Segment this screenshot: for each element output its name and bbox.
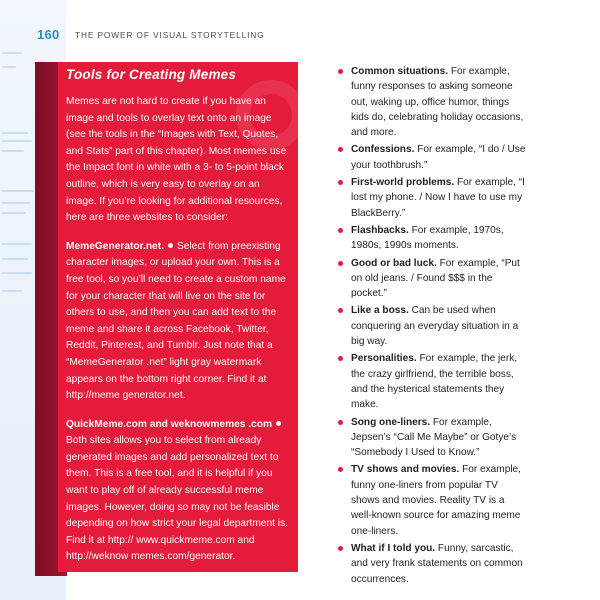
list-item-text: For example, “I do / Use your toothbrush.” — [351, 144, 526, 171]
list-item-text: For example, “I lost my phone. / Now I have to use my BlackBerry.” — [351, 177, 525, 219]
bullet-dot — [338, 546, 343, 551]
margin-ghost-line — [2, 190, 34, 192]
list-item-text: Can be used when conquering an everyday situation in a big way. — [351, 305, 519, 348]
bullet-dot — [338, 147, 343, 152]
list-item — [338, 175, 528, 221]
sidebar-entry-term: QuickMeme.com and weknowmemes .com — [66, 418, 273, 430]
list-item-lead: Confessions. — [351, 144, 415, 156]
list-item-text: For example, 1970s, 1980s, 1990s moments. — [351, 224, 504, 252]
list-item — [338, 142, 528, 173]
bullet-dot — [338, 261, 343, 266]
margin-ghost-line — [2, 243, 32, 245]
list-item-lead: First-world problems. — [351, 177, 455, 189]
bullet-dot — [338, 467, 343, 472]
sidebar-entry-text: Select from preexisting character images, or upload your own. This is a free tool, so you’ll need to create a custom name for your character that will live on the site for others to use, and then you can add text to the meme and share it across Facebook, Twitter, Reddit, Pinterest, and Tumblr. Just note that a “MemeGenerator .net” light gray watermark appears on the bottom right corner. Find it at http://meme generator.net. — [66, 240, 286, 402]
bullet-dot — [276, 421, 281, 426]
list-item-text: For example, funny one-liners from popular TV shows and movies. Reality TV is a well-known source for amazing meme one-liners. — [351, 464, 521, 537]
margin-ghost-line — [2, 150, 24, 152]
list-item-lead: Song one-liners. — [351, 416, 431, 428]
sidebar-entry — [66, 239, 290, 405]
sidebar-entry — [66, 417, 290, 566]
bullet-dot — [338, 228, 343, 233]
sidebar-entry-term: MemeGenerator.net. — [66, 240, 164, 252]
list-item-lead: TV shows and movies. — [351, 464, 460, 476]
margin-ghost-line — [2, 290, 22, 292]
list-item-text: For example, Jepsen’s “Call Me Maybe” or Gotye’s “Somebody I Used to Know.” — [351, 416, 517, 459]
margin-ghost-line — [2, 258, 28, 260]
bullet-dot — [338, 69, 343, 74]
list-item — [338, 351, 528, 412]
bullet-dot — [168, 243, 173, 248]
list-item — [338, 415, 528, 461]
bullet-dot — [338, 180, 343, 185]
margin-ghost-line — [2, 52, 22, 54]
list-item-text: Funny, sarcastic, and very frank statements on common occurrences. — [351, 542, 523, 585]
margin-ghost-line — [2, 140, 32, 142]
margin-ghost-line — [2, 202, 30, 204]
list-item — [338, 541, 528, 587]
list-item — [338, 223, 528, 254]
list-item-lead: Good or bad luck. — [351, 257, 437, 269]
list-item-text: For example, “Put on old jeans. / Found $$$ in the pocket.” — [351, 257, 520, 300]
bullet-dot — [338, 308, 343, 313]
running-head: THE POWER OF VISUAL STORYTELLING — [75, 30, 265, 40]
margin-ghost-line — [2, 132, 28, 134]
list-item — [338, 303, 528, 349]
margin-ghost-line — [2, 212, 26, 214]
list-item-lead: Personalities. — [351, 353, 417, 365]
sidebar-title: Tools for Creating Memes — [66, 67, 237, 82]
bullet-dot — [338, 356, 343, 361]
list-item-lead: Flashbacks. — [351, 224, 409, 236]
list-item — [338, 462, 528, 538]
bullet-dot — [338, 420, 343, 425]
margin-ghost-line — [2, 272, 32, 274]
meme-type-list — [338, 64, 528, 589]
list-item-text: For example, the jerk, the crazy girlfriend, the terrible boss, and the hysterical statements they make. — [351, 353, 518, 411]
list-item-lead: What if I told you. — [351, 542, 436, 554]
margin-ghost-line — [2, 66, 16, 68]
page-number: 160 — [37, 27, 60, 42]
list-item-text: For example, funny responses to asking someone out, waking up, office humor, things kids do, celebrating holiday occasions, and more. — [351, 66, 524, 139]
sidebar-intro: Memes are not hard to create if you have an image and tools to overlay text onto an image (see the tools in the “Images with Text, Quotes, and Stats” part of this chapter). Most memes use the Impact font in white with a 3- to 5-point black outline, which is very easy to overlay on an image. If you’re looking for additional resources, here are three websites to consider: — [66, 96, 287, 224]
list-item — [338, 256, 528, 302]
list-item-lead: Like a boss. — [351, 305, 409, 317]
sidebar-entry-text: Both sites allows you to select from already generated images and add personalized text to them. This is a free tool, and it is helpful if you want to play off of already successful meme images. However, doing so may not be feasible depending on how strict your legal department is. Find it at http:// www.quickmeme.com and http://weknow memes.com/generator. — [66, 435, 288, 563]
sidebar-box — [58, 62, 298, 572]
list-item — [338, 64, 528, 140]
list-item-lead: Common situations. — [351, 66, 449, 77]
